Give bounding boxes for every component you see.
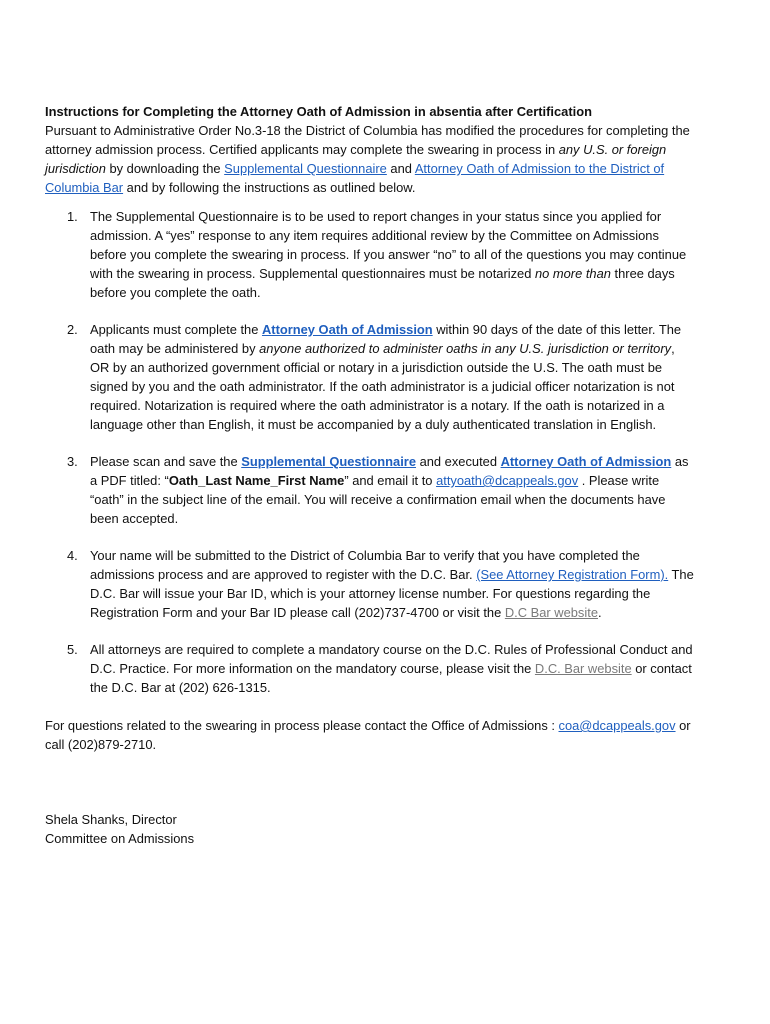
instructions-list bbox=[45, 207, 695, 697]
attorney-oath-link[interactable]: Attorney Oath of Admission bbox=[261, 322, 433, 337]
text: , OR by an authorized government official or notary in a jurisdiction outside the U.S. The oath must be signed by you and the oath administrator. If the oath administrator is a judicial officer notarization is not required. Notarization is required where the oath administrator is a notary. If the oath is notarized in a language other than English, it must be accompanied by a duly authenticated translation in English. bbox=[90, 341, 675, 432]
text: Pursuant to Administrative Order No.3-18 the District of Columbia has modified the procedures for completing the attorney admission process. Certified applicants may complete the swearing in process in bbox=[45, 123, 690, 157]
item-number: 2. bbox=[67, 322, 78, 337]
contact-paragraph bbox=[45, 716, 695, 754]
list-item bbox=[45, 546, 695, 622]
item-number: 3. bbox=[67, 454, 78, 469]
text: by downloading the bbox=[105, 161, 225, 176]
text: or contact the D.C. Bar at (202) 626-1315. bbox=[90, 661, 692, 695]
supplemental-questionnaire-link[interactable]: Supplemental Questionnaire bbox=[241, 454, 416, 469]
dc-bar-website-link[interactable]: D.C. Bar website bbox=[534, 661, 632, 676]
text: . Please write “oath” in the subject line of the email. You will receive a confirmation email when the documents have been accepted. bbox=[90, 473, 666, 526]
item-number: 1. bbox=[67, 209, 78, 224]
intro-paragraph bbox=[45, 121, 695, 197]
supplemental-questionnaire-link[interactable]: Supplemental Questionnaire bbox=[224, 161, 387, 176]
text: ” and email it to bbox=[344, 473, 437, 488]
signature-block bbox=[45, 810, 695, 848]
signatory-name: Shela Shanks, Director bbox=[45, 812, 177, 827]
coa-email-link[interactable]: coa@dcappeals.gov bbox=[558, 718, 676, 733]
text: The D.C. Bar will issue your Bar ID, which is your attorney license number. For questions regarding the Registration Form and your Bar ID please call (202)737-4700 or visit the bbox=[90, 567, 694, 620]
text: The Supplemental Questionnaire is to be used to report changes in your status since you applied for admission. A “yes” response to any item requires additional review by the Committee on Admissions before you complete the swearing in process. If you answer “no” to all of the questions you may continue with the swearing in process. Supplemental questionnaires must be notarized bbox=[90, 209, 687, 281]
text: Please scan and save the bbox=[90, 454, 242, 469]
item-number: 5. bbox=[67, 642, 78, 657]
text: within 90 days of the date of this letter. The oath may be administered by bbox=[90, 322, 682, 356]
attorney-oath-link[interactable]: Attorney Oath of Admission bbox=[500, 454, 672, 469]
text: Your name will be submitted to the District of Columbia Bar to verify that you have completed the admissions process and are approved to register with the D.C. Bar. bbox=[90, 548, 640, 582]
document-title: Instructions for Completing the Attorney Oath of Admission in absentia after Certification bbox=[45, 104, 592, 119]
text: and by following the instructions as outlined below. bbox=[123, 180, 416, 195]
text: . bbox=[598, 605, 602, 620]
attorney-oath-link[interactable]: Attorney Oath of Admission to the District of Columbia Bar bbox=[45, 161, 665, 195]
emphasis: no more than bbox=[534, 266, 611, 281]
text: All attorneys are required to complete a mandatory course on the D.C. Rules of Professional Conduct and D.C. Practice. For more information on the mandatory course, please visit the bbox=[90, 642, 693, 676]
text: three days before you complete the oath. bbox=[90, 266, 675, 300]
document bbox=[45, 102, 695, 848]
text: or call (202)879-2710. bbox=[45, 718, 691, 752]
attorney-registration-form-link[interactable]: (See Attorney Registration Form). bbox=[476, 567, 669, 582]
dc-bar-website-link[interactable]: D.C Bar website bbox=[504, 605, 598, 620]
list-item bbox=[45, 207, 695, 302]
signatory-org: Committee on Admissions bbox=[45, 831, 195, 846]
item-number: 4. bbox=[67, 548, 78, 563]
attyoath-email-link[interactable]: attyoath@dcappeals.gov bbox=[436, 473, 579, 488]
emphasis: any U.S. or foreign jurisdiction bbox=[45, 142, 667, 176]
text: Applicants must complete the bbox=[90, 322, 262, 337]
text: as a PDF titled: “ bbox=[90, 454, 689, 488]
list-item bbox=[45, 320, 695, 434]
text: and executed bbox=[416, 454, 501, 469]
list-item bbox=[45, 640, 695, 697]
text: For questions related to the swearing in process please contact the Office of Admissions : bbox=[45, 718, 559, 733]
emphasis: anyone authorized to administer oaths in any U.S. jurisdiction or territory bbox=[259, 341, 672, 356]
list-item bbox=[45, 452, 695, 528]
text: and bbox=[386, 161, 415, 176]
filename-format: Oath_Last Name_First Name bbox=[168, 473, 345, 488]
